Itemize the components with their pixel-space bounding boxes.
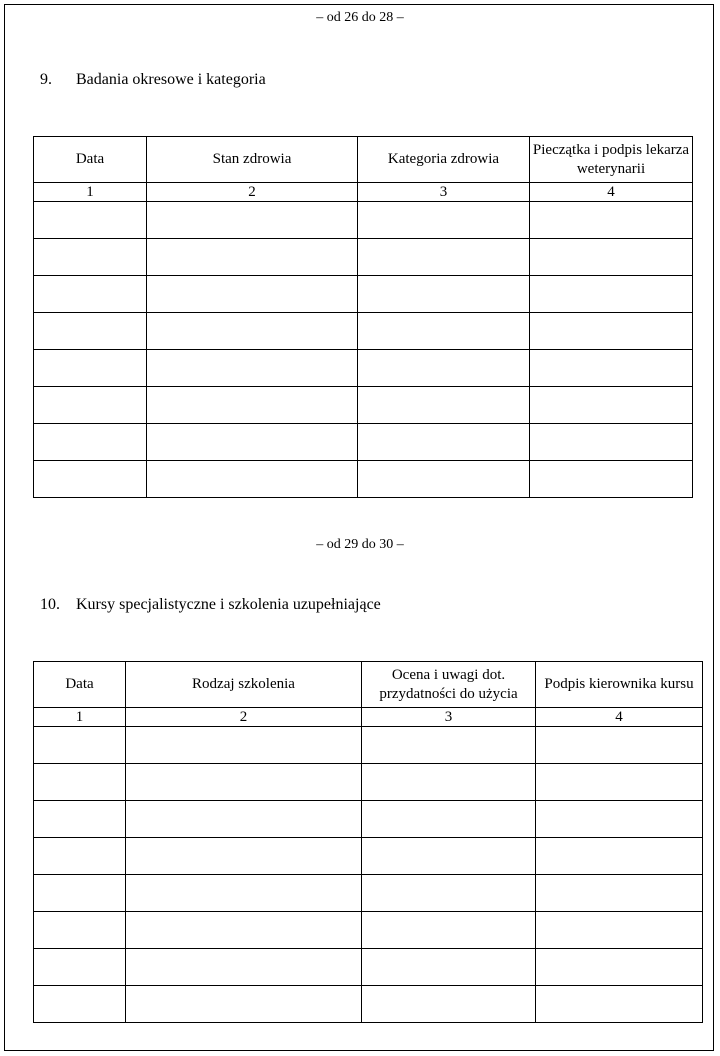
blank-cell[interactable]	[147, 276, 358, 313]
table-row	[34, 838, 703, 875]
blank-cell[interactable]	[34, 764, 126, 801]
blank-cell[interactable]	[147, 461, 358, 498]
header-data: Data	[34, 662, 126, 708]
header-health-state: Stan zdrowia	[147, 137, 358, 183]
blank-cell[interactable]	[358, 313, 530, 350]
blank-cell[interactable]	[126, 764, 362, 801]
blank-cell[interactable]	[34, 202, 147, 239]
section-10-heading	[40, 596, 381, 614]
table-row	[34, 276, 693, 313]
section-10-number: 10.	[40, 596, 60, 613]
table-row	[34, 202, 693, 239]
blank-cell[interactable]	[126, 838, 362, 875]
blank-cell[interactable]	[34, 949, 126, 986]
blank-cell[interactable]	[34, 801, 126, 838]
blank-cell[interactable]	[358, 239, 530, 276]
blank-cell[interactable]	[147, 350, 358, 387]
blank-cell[interactable]	[362, 912, 536, 949]
blank-cell[interactable]	[358, 350, 530, 387]
page-range-9: – od 26 do 28 –	[316, 10, 404, 25]
blank-cell[interactable]	[126, 875, 362, 912]
blank-cell[interactable]	[34, 461, 147, 498]
blank-cell[interactable]	[147, 387, 358, 424]
blank-cell[interactable]	[362, 727, 536, 764]
blank-cell[interactable]	[34, 313, 147, 350]
blank-cell[interactable]	[362, 875, 536, 912]
column-number: 4	[530, 183, 693, 202]
table-training-courses	[33, 661, 703, 1023]
blank-cell[interactable]	[362, 986, 536, 1023]
blank-cell[interactable]	[362, 764, 536, 801]
blank-cell[interactable]	[536, 727, 703, 764]
column-number: 4	[536, 708, 703, 727]
table-row	[34, 764, 703, 801]
blank-cell[interactable]	[126, 912, 362, 949]
table-row	[34, 875, 703, 912]
header-course-leader-signature: Podpis kierownika kursu	[536, 662, 703, 708]
blank-cell[interactable]	[34, 986, 126, 1023]
section-9-heading	[40, 71, 266, 89]
blank-cell[interactable]	[530, 387, 693, 424]
blank-cell[interactable]	[358, 276, 530, 313]
blank-cell[interactable]	[34, 727, 126, 764]
blank-cell[interactable]	[126, 727, 362, 764]
blank-cell[interactable]	[536, 838, 703, 875]
blank-cell[interactable]	[358, 202, 530, 239]
blank-cell[interactable]	[34, 387, 147, 424]
table-periodic-exams	[33, 136, 693, 498]
blank-cell[interactable]	[536, 764, 703, 801]
blank-cell[interactable]	[530, 424, 693, 461]
header-assessment-notes: Ocena i uwagi dot. przydatności do użycia	[362, 662, 536, 708]
table-row	[34, 461, 693, 498]
blank-cell[interactable]	[530, 239, 693, 276]
column-number: 2	[147, 183, 358, 202]
header-vet-stamp-signature: Pieczątka i podpis lekarza weterynarii	[530, 137, 693, 183]
table-row	[34, 313, 693, 350]
blank-cell[interactable]	[126, 986, 362, 1023]
blank-cell[interactable]	[147, 424, 358, 461]
blank-cell[interactable]	[530, 202, 693, 239]
blank-cell[interactable]	[34, 239, 147, 276]
blank-cell[interactable]	[358, 387, 530, 424]
blank-cell[interactable]	[536, 912, 703, 949]
page-range-10: – od 29 do 30 –	[316, 537, 404, 552]
blank-cell[interactable]	[362, 838, 536, 875]
blank-cell[interactable]	[34, 350, 147, 387]
table-row	[34, 986, 703, 1023]
table-row	[34, 387, 693, 424]
blank-cell[interactable]	[34, 276, 147, 313]
column-number: 3	[362, 708, 536, 727]
blank-cell[interactable]	[536, 875, 703, 912]
blank-cell[interactable]	[34, 912, 126, 949]
table-row	[34, 912, 703, 949]
table-row	[34, 727, 703, 764]
table-row	[34, 949, 703, 986]
table-row	[34, 239, 693, 276]
column-number: 3	[358, 183, 530, 202]
blank-cell[interactable]	[530, 313, 693, 350]
section-9-number: 9.	[40, 71, 52, 88]
header-training-type: Rodzaj szkolenia	[126, 662, 362, 708]
blank-cell[interactable]	[34, 838, 126, 875]
blank-cell[interactable]	[530, 276, 693, 313]
blank-cell[interactable]	[126, 801, 362, 838]
header-health-category: Kategoria zdrowia	[358, 137, 530, 183]
section-10-title: Kursy specjalistyczne i szkolenia uzupełniające	[76, 596, 381, 613]
blank-cell[interactable]	[34, 875, 126, 912]
column-number: 1	[34, 183, 147, 202]
header-data: Data	[34, 137, 147, 183]
blank-cell[interactable]	[536, 949, 703, 986]
blank-cell[interactable]	[362, 801, 536, 838]
column-number: 1	[34, 708, 126, 727]
blank-cell[interactable]	[147, 202, 358, 239]
blank-cell[interactable]	[358, 461, 530, 498]
table-row	[34, 350, 693, 387]
blank-cell[interactable]	[147, 239, 358, 276]
table-row	[34, 801, 703, 838]
blank-cell[interactable]	[530, 350, 693, 387]
blank-cell[interactable]	[536, 986, 703, 1023]
blank-cell[interactable]	[147, 313, 358, 350]
blank-cell[interactable]	[362, 949, 536, 986]
blank-cell[interactable]	[530, 461, 693, 498]
table-row	[34, 424, 693, 461]
section-9-title: Badania okresowe i kategoria	[76, 71, 266, 88]
blank-cell[interactable]	[126, 949, 362, 986]
blank-cell[interactable]	[536, 801, 703, 838]
blank-cell[interactable]	[34, 424, 147, 461]
column-number: 2	[126, 708, 362, 727]
blank-cell[interactable]	[358, 424, 530, 461]
